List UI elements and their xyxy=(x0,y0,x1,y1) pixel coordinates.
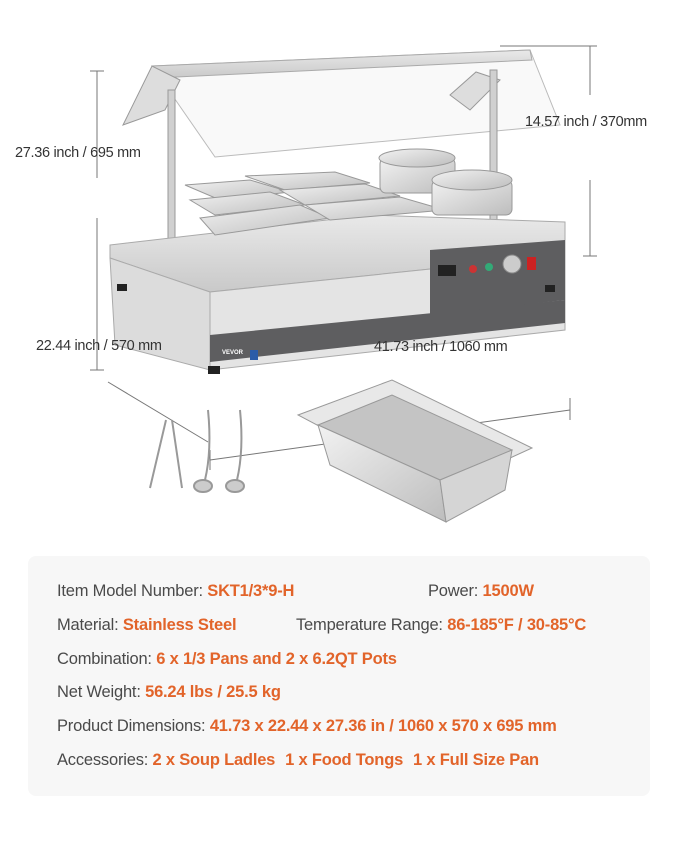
sneeze-guard-height-label: 14.57 inch / 370mm xyxy=(525,114,647,130)
spec-combination: Combination: 6 x 1/3 Pans and 2 x 6.2QT Pots xyxy=(57,650,397,668)
spec-dimensions: Product Dimensions: 41.73 x 22.44 x 27.36 in / 1060 x 570 x 695 mm xyxy=(57,717,557,735)
food-tongs xyxy=(150,420,182,488)
spec-temperature: Temperature Range: 86-185°F / 30-85°C xyxy=(296,616,587,634)
height-dimension-label: 27.36 inch / 695 mm xyxy=(15,145,141,161)
depth-dimension-label: 22.44 inch / 570 mm xyxy=(36,338,162,354)
width-dimension-label: 41.73 inch / 1060 mm xyxy=(374,339,508,355)
spec-panel xyxy=(28,556,650,796)
spec-material: Material: Stainless Steel xyxy=(57,616,237,634)
spec-power: Power: 1500W xyxy=(428,582,534,600)
brand-logo: VEVOR xyxy=(222,350,244,356)
soup-ladle xyxy=(237,410,241,480)
full-size-pan xyxy=(298,380,532,522)
accessories xyxy=(150,410,244,492)
spec-model: Item Model Number: SKT1/3*9-H xyxy=(57,582,295,600)
soup-ladle xyxy=(205,410,209,480)
spec-weight: Net Weight: 56.24 lbs / 25.5 kg xyxy=(57,683,281,701)
spec-accessories: Accessories: 2 x Soup Ladles 1 x Food Tongs 1 x Full Size Pan xyxy=(57,751,539,769)
